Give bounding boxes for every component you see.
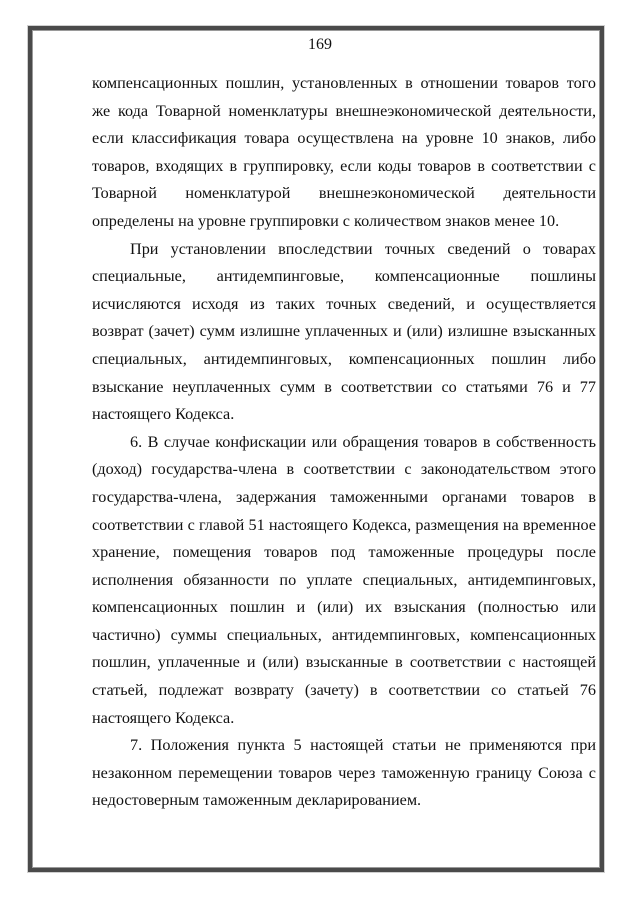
paragraph-continuation: компенсационных пошлин, установленных в отношении товаров того же кода Товарной номенклатуры внешнеэкономической деятельности, если классификация товара осуществлена на уровне 10 знаков, либо товаров, входящих в группировку, если коды товаров в соответствии с Товарной номенклатурой внешнеэкономической деятельности определены на уровне группировки с количеством знаков менее 10. — [92, 74, 596, 230]
paragraph-item-7: 7. Положения пункта 5 настоящей статьи не применяются при незаконном перемещении товаров через таможенную границу Союза с недостоверным таможенным декларированием. — [92, 736, 596, 810]
document-body — [92, 70, 596, 815]
paragraph-item-6: 6. В случае конфискации или обращения товаров в собственность (доход) государства-члена в соответствии с законодательством этого государства-члена, задержания таможенными органами товаров в соответствии с главой 51 настоящего Кодекса, размещения на временное хранение, помещения товаров под таможенные процедуры после исполнения обязанности по уплате специальных, антидемпинговых, компенсационных пошлин и (или) их взыскания (полностью или частично) суммы специальных, антидемпинговых, компенсационных пошлин, уплаченные и (или) взысканные в соответствии с настоящей статьей, подлежат возврату (зачету) в соответствии со статьей 76 настоящего Кодекса. — [92, 432, 596, 727]
paragraph-refund-precise-data: При установлении впоследствии точных сведений о товарах специальные, антидемпинговые, компенсационные пошлины исчисляются исходя из таких точных сведений, и осуществляется возврат (зачет) сумм излишне уплаченных и (или) излишне взысканных специальных, антидемпинговых, компенсационных пошлин либо взыскание неуплаченных сумм в соответствии со статьями 76 и 77 настоящего Кодекса. — [92, 239, 596, 424]
page-number: 169 — [308, 36, 332, 53]
